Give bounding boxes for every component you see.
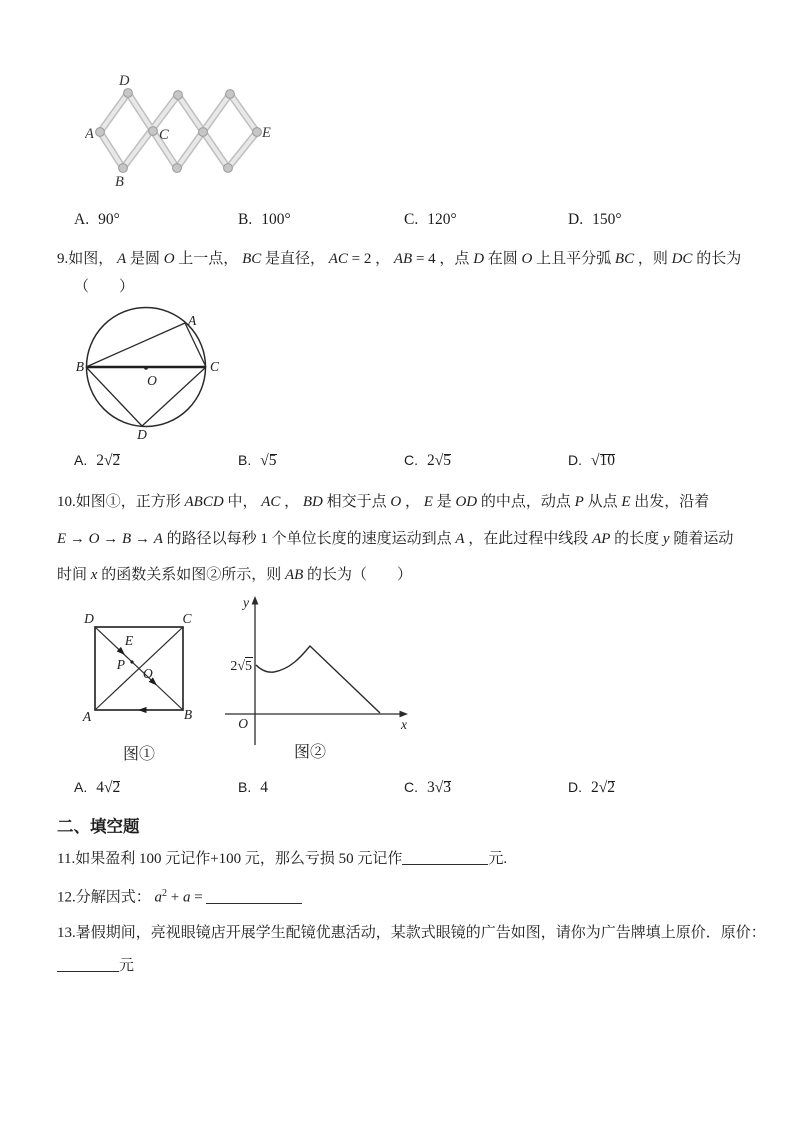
text-segment: 上且平分弧	[532, 251, 615, 267]
option-10-b-value	[260, 779, 268, 796]
text-segment: →	[99, 531, 123, 547]
text-segment: 120°	[427, 211, 457, 228]
label-point-c: C	[210, 359, 220, 374]
question-13-text-line2	[57, 956, 134, 977]
label-point-d: D	[119, 73, 130, 89]
label-point-a: A	[85, 126, 94, 142]
graph-drawing	[218, 593, 428, 768]
text-segment	[57, 956, 119, 972]
text-segment: 2	[591, 779, 599, 796]
text-segment: B	[122, 531, 132, 547]
text-segment: 元	[119, 958, 135, 974]
text-segment: y	[662, 531, 670, 547]
text-segment: 13.暑假期间，亮视眼镜店开展学生配镜优惠活动，某款式眼镜的广告如图，请你为广告牌填上原价．原价：	[57, 925, 766, 941]
text-segment: O	[88, 531, 100, 547]
option-9-d-value	[591, 452, 617, 469]
text-segment: a	[154, 889, 163, 906]
text-segment: →	[66, 531, 89, 547]
text-segment: 的函数关系如图②所示，则	[97, 567, 285, 583]
text-segment: 在圆	[484, 251, 522, 267]
label-point-a: A	[188, 313, 197, 328]
text-segment: √ 3	[435, 779, 453, 797]
text-segment: =	[190, 889, 207, 906]
label-y-axis: y	[243, 595, 249, 610]
text-segment: 11.如果盈利 100 元记作+100 元，那么亏损 50 元记作	[57, 851, 403, 867]
label-point-c: C	[159, 127, 169, 143]
label-origin-o: O	[238, 716, 248, 731]
label-point-d: D	[137, 427, 147, 442]
text-segment: AB	[393, 251, 413, 267]
option-10-c: C. 3 √ 3	[404, 779, 453, 797]
text-segment: 9.如图，	[57, 251, 118, 267]
text-segment: x	[90, 567, 98, 583]
text-segment: 的长为	[692, 251, 742, 267]
text-segment: 是圆	[126, 251, 164, 267]
text-segment: 的路径以每秒 1 个单位长度的速度运动到点	[162, 531, 456, 547]
section-2-heading: 二、填空题	[57, 818, 140, 836]
chord-ac	[185, 323, 206, 367]
text-segment: O	[521, 251, 533, 267]
text-segment: = 2 ，	[347, 251, 394, 267]
y-axis-arrow	[252, 596, 259, 605]
option-8-c-value	[427, 211, 456, 228]
question-9-answer-bracket: （ ）	[74, 279, 135, 295]
text-segment: √ 5	[435, 452, 453, 470]
question-10-text-line3	[57, 565, 412, 586]
option-9-a: A. 2 √ 2	[74, 452, 122, 470]
option-10-a: A. 4 √ 2	[74, 779, 122, 797]
label-point-b: B	[115, 174, 124, 190]
text-segment: A	[455, 531, 465, 547]
circle-drawing	[72, 298, 227, 448]
label-center-o: O	[147, 373, 157, 388]
option-9-c: C. 2 √ 5	[404, 452, 453, 470]
question-12-text	[57, 883, 302, 909]
option-8-c: C. 120°	[404, 211, 457, 228]
text-segment: E	[621, 494, 631, 510]
text-segment: 100°	[261, 211, 291, 228]
label-point-d: D	[84, 611, 94, 626]
text-segment: A	[153, 531, 163, 547]
text-segment: 的中点，动点	[477, 494, 575, 510]
square-drawing	[82, 608, 202, 773]
text-segment: 2	[162, 888, 168, 899]
text-segment: 中，	[223, 494, 262, 510]
text-segment: DC	[671, 251, 693, 267]
question-13-text-line1	[57, 923, 766, 944]
figure-graph-diagram	[218, 593, 428, 768]
text-segment	[206, 888, 302, 904]
question-10-options	[0, 779, 793, 805]
text-segment: 10.如图①，正方形	[57, 494, 185, 510]
text-segment: →	[131, 531, 154, 547]
label-point-p: P	[116, 657, 125, 672]
text-segment: AB	[284, 567, 304, 583]
text-segment: ，则	[634, 251, 672, 267]
text-segment: 是	[432, 494, 456, 510]
motion-arrow-3	[138, 707, 147, 713]
option-10-d: D. 2 √ 2	[568, 779, 617, 797]
figure-1-caption: 图①	[122, 746, 156, 763]
question-9-options	[0, 452, 793, 478]
text-segment: 出发，沿着	[630, 494, 710, 510]
figure-square-diagram	[82, 608, 202, 773]
text-segment: P	[574, 494, 584, 510]
text-segment: ABCD	[184, 494, 224, 510]
figure-circle-diagram	[72, 298, 227, 448]
text-segment: E	[57, 531, 67, 547]
point-p-dot	[130, 660, 133, 663]
text-segment: E	[423, 494, 433, 510]
option-8-a-value	[98, 211, 120, 228]
text-segment: 2	[427, 452, 435, 469]
text-segment: +	[167, 889, 183, 906]
option-8-d: D. 150°	[568, 211, 622, 228]
y-tick-2sqrt5: 2√5	[230, 659, 252, 674]
text-segment: D	[473, 251, 485, 267]
text-segment: 2	[96, 452, 104, 469]
text-segment: 3	[427, 779, 435, 796]
text-segment	[402, 849, 488, 865]
option-10-b: B. 4	[238, 779, 268, 796]
text-segment: BC	[242, 251, 262, 267]
chord-ba	[86, 323, 185, 367]
question-10-text-line2	[57, 529, 733, 550]
question-8-options	[0, 211, 793, 237]
question-10-text-line1	[57, 492, 709, 513]
text-segment: ，在此过程中线段	[464, 531, 593, 547]
text-segment: O	[163, 251, 175, 267]
text-segment: 从点	[583, 494, 622, 510]
option-8-b-value	[261, 211, 290, 228]
label-point-e: E	[262, 125, 271, 141]
label-point-b: B	[75, 359, 84, 374]
text-segment: OD	[455, 494, 478, 510]
linkage-bars-outer	[100, 93, 257, 168]
text-segment: O	[390, 494, 402, 510]
text-segment: √ 10	[591, 452, 617, 470]
label-point-c: C	[182, 611, 192, 626]
text-segment: 90°	[98, 211, 120, 228]
question-9-text	[57, 249, 741, 270]
text-segment: 的长为（ ）	[303, 567, 413, 583]
text-segment: AP	[592, 531, 611, 547]
text-segment: 的长度	[610, 531, 663, 547]
option-10-c-value	[427, 779, 453, 796]
text-segment: √ 2	[104, 452, 122, 470]
option-8-d-value	[592, 211, 621, 228]
label-point-a: A	[82, 709, 92, 724]
label-x-axis: x	[401, 717, 407, 732]
text-segment: 相交于点	[322, 494, 391, 510]
text-segment: ，	[280, 494, 303, 510]
function-curve	[256, 646, 380, 713]
option-9-c-value	[427, 452, 453, 469]
text-segment: BD	[302, 494, 323, 510]
option-8-a: A. 90°	[74, 211, 120, 228]
figure-linkage-photo	[85, 70, 285, 195]
text-segment: 是直径，	[261, 251, 329, 267]
text-segment: 4	[96, 779, 104, 796]
text-segment: 150°	[592, 211, 622, 228]
text-segment: √ 5	[260, 452, 278, 470]
text-segment: 随着运动	[669, 531, 734, 547]
text-segment: AC	[328, 251, 348, 267]
linkage-drawing	[85, 70, 285, 195]
label-point-e: E	[124, 633, 134, 648]
figure-2-caption: 图②	[293, 744, 327, 761]
text-segment: √ 2	[599, 779, 617, 797]
question-11-text	[57, 849, 507, 870]
option-9-a-value	[96, 452, 122, 469]
text-segment: BC	[614, 251, 635, 267]
label-point-b: B	[183, 707, 193, 722]
text-segment: 12.分解因式：	[57, 889, 155, 906]
text-segment: 元.	[488, 851, 508, 867]
text-segment: √ 2	[104, 779, 122, 797]
option-9-d: D. √ 10	[568, 452, 617, 470]
text-segment: ，	[401, 494, 424, 510]
label-center-o: O	[143, 666, 153, 681]
option-10-d-value	[591, 779, 617, 796]
center-dot	[144, 366, 148, 370]
text-segment: 4	[260, 779, 268, 796]
text-segment: 时间	[57, 567, 91, 583]
option-10-a-value	[96, 779, 122, 796]
text-segment: = 4 ，点	[412, 251, 474, 267]
text-segment: AC	[261, 494, 281, 510]
option-9-b: B. √ 5	[238, 452, 279, 470]
option-8-b: B. 100°	[238, 211, 291, 228]
option-9-b-value	[260, 452, 278, 469]
text-segment: a	[182, 889, 191, 906]
text-segment: A	[117, 251, 127, 267]
text-segment: 上一点，	[174, 251, 243, 267]
